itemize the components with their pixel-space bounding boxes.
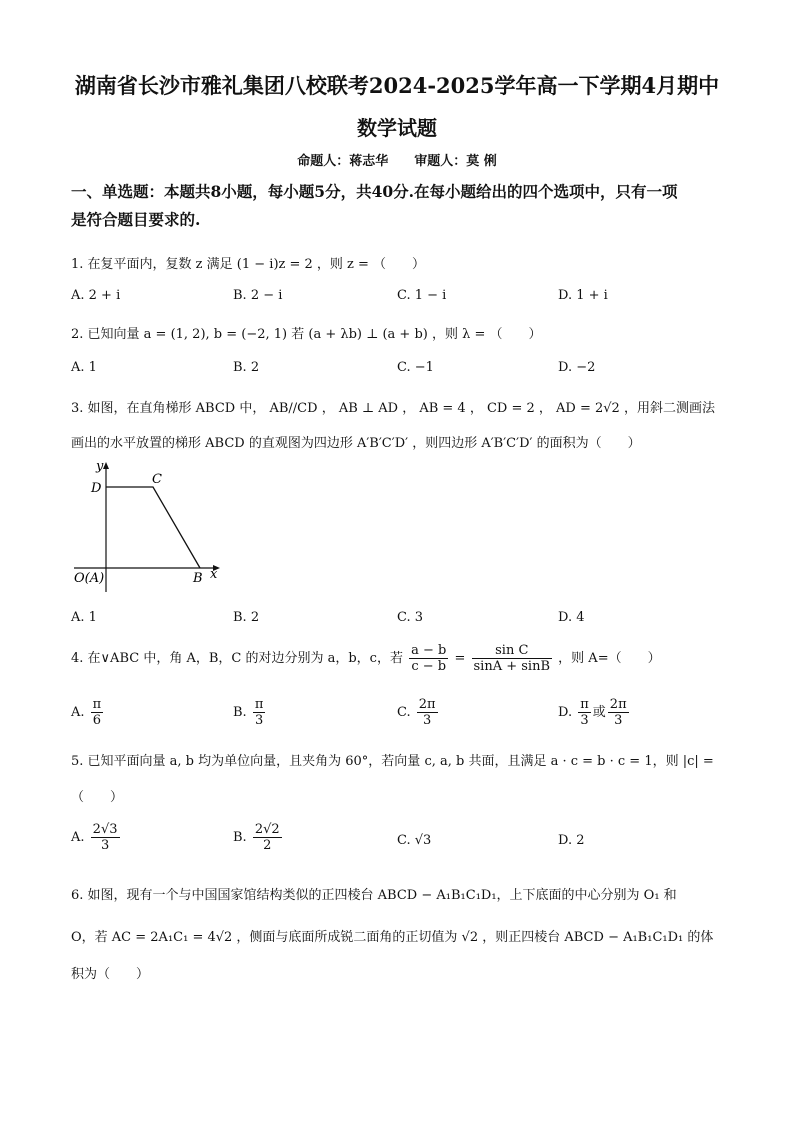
section-heading [71, 178, 731, 234]
question-5-option-a[interactable]: A. $\frac{2√3}{3}$ [71, 822, 118, 853]
trapezoid-edges [106, 487, 200, 568]
question-2-option-d[interactable]: D. −2 [558, 360, 596, 375]
question-1-option-c[interactable]: C. 1 − i [397, 288, 447, 303]
question-3-option-c[interactable]: C. 3 [397, 610, 424, 625]
question-1-stem: 1. 在复平面内，复数 z 满足 (1 − i)z = 2 ，则 z = （ ） [71, 257, 426, 272]
question-6-stem-line-3: 积为（ ） [71, 967, 150, 982]
question-2-option-b[interactable]: B. 2 [233, 360, 260, 375]
section-heading-line-2: 是符合题目要求的. [71, 210, 201, 229]
question-4-option-b[interactable]: B. $\frac{\pi}{3}$ [233, 697, 264, 728]
label-y: y [96, 459, 104, 474]
question-5-option-d[interactable]: D. 2 [558, 833, 585, 848]
question-1-option-a[interactable]: A. 2 + i [71, 288, 121, 303]
page-subtitle: 数学试题 [357, 116, 437, 140]
question-2-option-c[interactable]: C. −1 [397, 360, 434, 375]
label-o-a: O(A) [74, 571, 105, 586]
question-3-option-b[interactable]: B. 2 [233, 610, 260, 625]
label-x: x [210, 567, 218, 582]
question-3-option-d[interactable]: D. 4 [558, 610, 585, 625]
question-3-stem-line-1: 3. 如图，在直角梯形 ABCD 中， AB//CD ， AB ⊥ AD ， AB = 4 ， CD = 2 ， AD = 2√2 ，用斜二测画法 [71, 401, 715, 416]
label-b: B [193, 571, 203, 586]
question-4-fraction-left: $\frac{a - b}{c - b}$ [411, 643, 447, 674]
question-3-figure [70, 458, 230, 598]
label-c: C [152, 472, 162, 487]
question-2-stem: 2. 已知向量 a = (1, 2), b = (−2, 1) 若 (a + λb) ⊥ (a + b) ，则 λ = （ ） [71, 327, 542, 342]
authors-line: 命题人：蒋志华 审题人：莫 俐 [297, 154, 497, 169]
question-4-option-a[interactable]: A. $\frac{\pi}{6}$ [71, 697, 102, 728]
question-5-option-b[interactable]: B. $\frac{2√2}{2}$ [233, 822, 280, 853]
question-4-stem: 4. 在∨ABC 中，角 A，B，C 的对边分别为 a，b，c，若 $\frac{a - b}{c - b}$ = $\frac{\text{sin C}}{\sin A + \sin B}$ ，则 A=（ ） [71, 643, 661, 674]
question-4-lead: 4. 在∨ABC 中，角 A，B，C 的对边分别为 a，b，c，若 [71, 651, 403, 666]
question-5-stem-line-1: 5. 已知平面向量 a, b 均为单位向量，且夹角为 60°，若向量 c, a, b 共面，且满足 a · c = b · c = 1，则 |c| = [71, 754, 714, 769]
label-d: D [91, 481, 102, 496]
question-5-stem-line-2: （ ） [71, 790, 124, 805]
section-heading-line-1: 一、单选题：本题共8小题，每小题5分，共40分.在每小题给出的四个选项中，只有一项 [71, 182, 678, 201]
question-4-option-c[interactable]: C. $\frac{2\pi}{3}$ [397, 697, 436, 728]
page-title: 湖南省长沙市雅礼集团八校联考2024-2025学年高一下学期4月期中 [74, 73, 720, 98]
question-5-option-c[interactable]: C. √3 [397, 833, 432, 848]
question-4-option-d[interactable]: D. $\frac{\pi}{3}$ 或 $\frac{2\pi}{3}$ [558, 697, 627, 728]
question-1-option-b[interactable]: B. 2 − i [233, 288, 283, 303]
question-2-option-a[interactable]: A. 1 [71, 360, 97, 375]
question-4-fraction-right: $\frac{\text{sin C}}{\sin A + \sin B}$ [473, 643, 551, 674]
question-3-option-a[interactable]: A. 1 [71, 610, 97, 625]
question-4-tail: ，则 A=（ ） [558, 651, 661, 666]
question-1-option-d[interactable]: D. 1 + i [558, 288, 608, 303]
question-3-stem-line-2: 画出的水平放置的梯形 ABCD 的直观图为四边形 A′B′C′D′ ，则四边形 A′B′C′D′ 的面积为（ ） [71, 436, 641, 451]
question-6-stem-line-2: O，若 AC = 2A₁C₁ = 4√2 ，侧面与底面所成锐二面角的正切值为 √2 ，则正四棱台 ABCD − A₁B₁C₁D₁ 的体 [71, 930, 714, 945]
y-axis-arrow [103, 462, 109, 469]
question-6-stem-line-1: 6. 如图，现有一个与中国国家馆结构类似的正四棱台 ABCD − A₁B₁C₁D₁，上下底面的中心分别为 O₁ 和 [71, 888, 677, 903]
